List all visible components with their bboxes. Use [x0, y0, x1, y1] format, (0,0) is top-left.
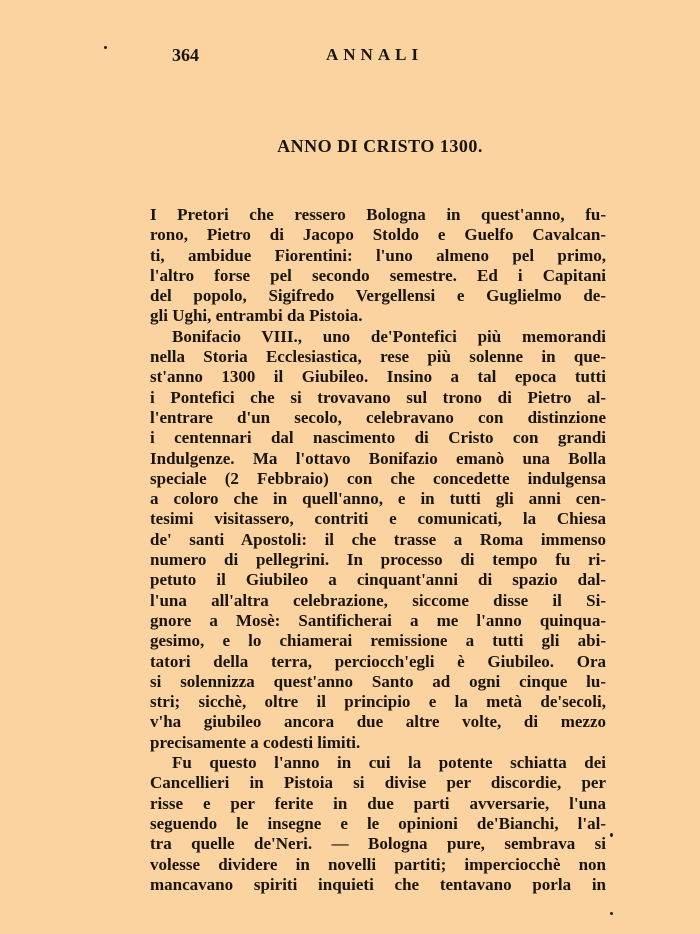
text-line: tra quelle de'Neri. — Bologna pure, sembrava si	[150, 834, 606, 854]
text-line: l'una all'altra celebrazione, siccome disse il Si-	[150, 590, 606, 610]
text-line: a coloro che in quell'anno, e in tutti gli anni cen-	[150, 489, 606, 509]
body-text	[150, 205, 606, 895]
text-line: rono, Pietro di Jacopo Stoldo e Guelfo Cavalcan-	[150, 225, 606, 245]
page-header	[172, 45, 612, 71]
text-line: Fu questo l'anno in cui la potente schiatta dei	[172, 753, 606, 773]
text-line: tesimi visitassero, contriti e comunicati, la Chiesa	[150, 509, 606, 529]
text-line: l'entrare d'un secolo, celebravano con distinzione	[150, 407, 606, 427]
text-line: numero di pellegrini. In processo di tempo fu ri-	[150, 550, 606, 570]
text-line: speciale (2 Febbraio) con che concedette indulgensa	[150, 468, 606, 488]
text-line: del popolo, Sigifredo Vergellensi e Guglielmo de-	[150, 286, 606, 306]
text-line: mancavano spiriti inquieti che tentavano porla in	[150, 874, 606, 894]
text-line: st'anno 1300 il Giubileo. Insino a tal epoca tutti	[150, 367, 606, 387]
text-line: i centennari dal nascimento di Cristo con grandi	[150, 428, 606, 448]
text-line: I Pretori che ressero Bologna in quest'anno, fu-	[150, 205, 606, 224]
text-line: si solennizza quest'anno Santo ad ogni cinque lu-	[150, 671, 606, 691]
text-line: nella Storia Ecclesiastica, rese più solenne in que-	[150, 347, 606, 367]
text-line: gnore a Mosè: Santificherai a me l'anno quinqua-	[150, 610, 606, 630]
text-line: petuto il Giubileo a cinquant'anni di spazio dal-	[150, 570, 606, 590]
text-line: l'altro forse pel secondo semestre. Ed i Capitani	[150, 265, 606, 285]
page-number: 364	[172, 45, 199, 65]
text-line: gli Ughi, entrambi da Pistoia.	[150, 306, 363, 326]
text-line: ti, ambidue Fiorentini: l'uno almeno pel primo,	[150, 245, 606, 265]
text-line: stri; sicchè, oltre il principio e la metà de'secoli,	[150, 692, 606, 712]
text-line: tatori della terra, perciocch'egli è Giubileo. Ora	[150, 651, 606, 671]
section-title: ANNO DI CRISTO 1300.	[277, 136, 483, 156]
text-line: de' santi Apostoli: il che trasse a Roma immenso	[150, 529, 606, 549]
text-line: i Pontefici che si trovavano sul trono di Pietro al-	[150, 387, 606, 407]
text-line: Bonifacio VIII., uno de'Pontefici più memorandi	[172, 326, 606, 346]
text-line: precisamente a codesti limiti.	[150, 732, 361, 752]
text-line: gesimo, e lo chiamerai remissione a tutti gli abi-	[150, 631, 606, 651]
text-line: risse e per ferite in due parti avversarie, l'una	[150, 793, 606, 813]
print-speck	[610, 912, 613, 915]
print-speck	[104, 46, 107, 49]
text-line: v'ha giubileo ancora due altre volte, di mezzo	[150, 712, 606, 732]
text-line: volesse dividere in novelli partiti; imperciocchè non	[150, 854, 606, 874]
print-speck	[610, 833, 613, 837]
text-line: Cancellieri in Pistoia si divise per discordie, per	[150, 773, 606, 793]
text-line: seguendo le insegne e le opinioni de'Bianchi, l'al-	[150, 813, 606, 833]
running-head: ANNALI	[326, 45, 424, 64]
text-line: Indulgenze. Ma l'ottavo Bonifazio emanò una Bolla	[150, 448, 606, 468]
